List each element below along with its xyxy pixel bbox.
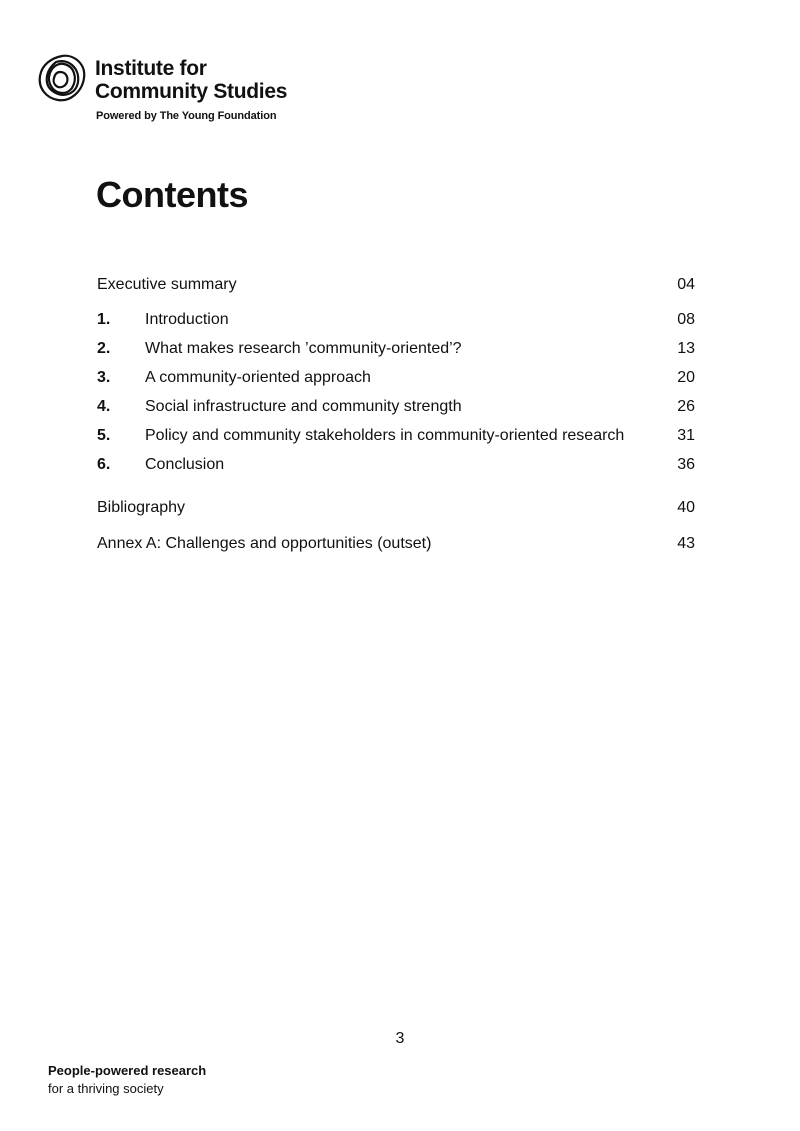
logo-subtitle: Powered by The Young Foundation [96,110,277,122]
toc-entry-title: Conclusion [145,456,225,473]
toc-entry-page: 04 [677,276,695,293]
toc-entry-title: Bibliography [97,499,186,516]
footer-line-1: People-powered research [48,1063,207,1078]
toc-entry-number: 5. [97,427,111,444]
logo-icon [34,52,90,106]
toc-entry-page: 31 [677,427,695,444]
footer-line-2: for a thriving society [48,1081,164,1096]
toc-entry-title: Executive summary [97,276,237,293]
organization-logo [34,52,314,127]
logo-title [95,57,287,103]
toc-entry-number: 3. [97,369,111,386]
toc-entry-policy-stakeholders[interactable] [97,423,697,449]
toc-entry-approach[interactable] [97,365,697,391]
page-title: Contents [96,174,248,215]
page-number: 3 [395,1030,405,1047]
toc-entry-title: A community-oriented approach [145,369,371,386]
toc-entry-page: 43 [677,535,695,552]
toc-entry-bibliography[interactable] [97,495,697,521]
toc-entry-title: Policy and community stakeholders in community-oriented research [145,427,625,444]
toc-entry-number: 4. [97,398,111,415]
logo-line-2: Community Studies [95,80,288,103]
toc-entry-number: 1. [97,311,111,328]
toc-entry-title: Annex A: Challenges and opportunities (outset) [97,535,432,552]
toc-entry-title: Social infrastructure and community strength [145,398,462,415]
toc-entry-community-oriented[interactable] [97,336,697,362]
toc-entry-social-infrastructure[interactable] [97,394,697,420]
toc-entry-annex-a[interactable] [97,531,697,557]
toc-entry-title: What makes research ’community-oriented’? [145,340,462,357]
toc-entry-page: 20 [677,369,695,386]
toc-entry-page: 13 [677,340,695,357]
toc-entry-page: 36 [677,456,695,473]
toc-entry-executive-summary[interactable] [97,272,697,298]
toc-entry-page: 08 [677,311,695,328]
toc-entry-title: Introduction [145,311,229,328]
footer-tagline [48,1062,206,1098]
logo-line-1: Institute for [95,57,207,80]
toc-entry-number: 2. [97,340,111,357]
toc-entry-page: 26 [677,398,695,415]
toc-entry-conclusion[interactable] [97,452,697,478]
toc-entry-introduction[interactable] [97,307,697,333]
toc-entry-number: 6. [97,456,111,473]
toc-entry-page: 40 [677,499,695,516]
